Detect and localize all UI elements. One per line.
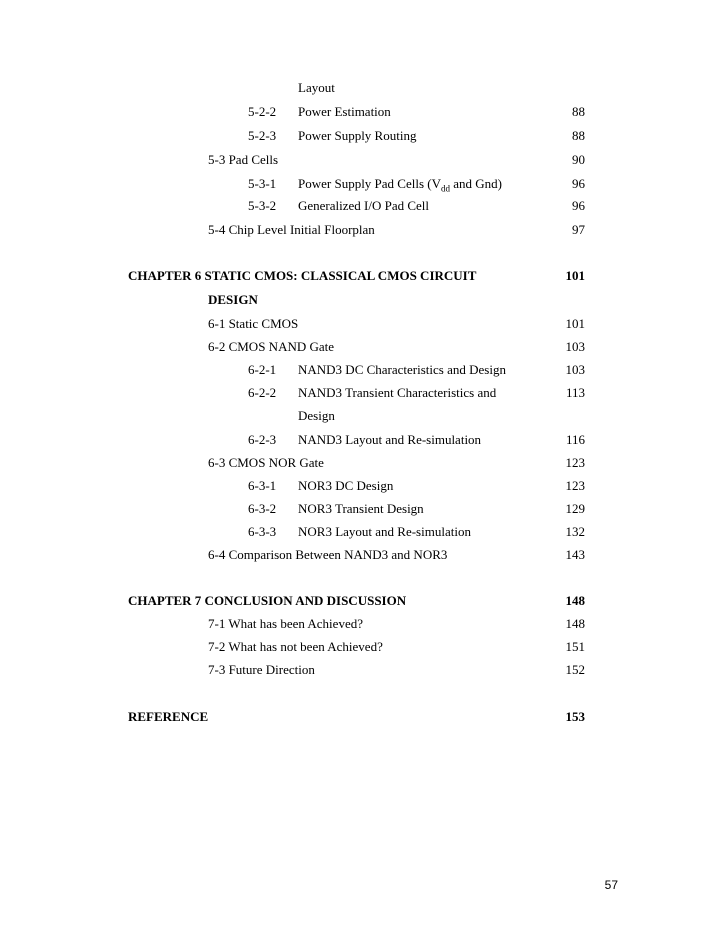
- toc-entry-text: NOR3 Layout and Re-simulation: [298, 524, 471, 539]
- toc-page-number: 97: [572, 222, 585, 237]
- toc-page-number: 152: [565, 662, 585, 677]
- toc-page-number: 132: [565, 524, 585, 539]
- toc-entry-text: NAND3 DC Characteristics and Design: [298, 362, 506, 377]
- toc-entry-text: 7-2 What has not been Achieved?: [208, 639, 383, 654]
- toc-section-number: 6-2-1: [248, 362, 277, 377]
- toc-entry-text: Generalized I/O Pad Cell: [298, 198, 430, 213]
- toc-page-number: 96: [572, 198, 585, 213]
- toc-section-number: 5-3-2: [248, 198, 277, 213]
- toc-page-number: 90: [572, 152, 585, 167]
- toc-section-number: 5-3-1: [248, 176, 277, 191]
- toc-chapter-title: CHAPTER 7 CONCLUSION AND DISCUSSION: [128, 593, 407, 608]
- toc-entry-text: Power Estimation: [298, 104, 391, 119]
- toc-section-number: 6-3-2: [248, 501, 277, 516]
- toc-entry-text: 5-4 Chip Level Initial Floorplan: [208, 222, 375, 237]
- toc-page-number: 101: [565, 316, 585, 331]
- toc-entry-text: Power Supply Routing: [298, 128, 417, 143]
- toc-entry-text: NAND3 Layout and Re-simulation: [298, 432, 482, 447]
- toc-page-number: 148: [565, 616, 585, 631]
- toc-entry-text-cont: Design: [298, 408, 335, 423]
- toc-page-number: 96: [572, 176, 585, 191]
- toc-page-number: 103: [565, 339, 585, 354]
- toc-entry-text: 7-1 What has been Achieved?: [208, 616, 363, 631]
- toc-page-number: 101: [565, 268, 585, 283]
- toc-section-number: 6-3-1: [248, 478, 277, 493]
- toc-entry-text: NOR3 DC Design: [298, 478, 394, 493]
- toc-entry-text: 6-4 Comparison Between NAND3 and NOR3: [208, 547, 448, 562]
- toc-entry-text: 6-2 CMOS NAND Gate: [208, 339, 335, 354]
- toc-entry-text: 6-3 CMOS NOR Gate: [208, 455, 324, 470]
- toc-page-number: 88: [572, 128, 585, 143]
- toc-section-number: 6-2-2: [248, 385, 277, 400]
- toc-page-number: 148: [565, 593, 585, 608]
- page-number: 57: [604, 878, 618, 892]
- toc-chapter-title: CHAPTER 6 STATIC CMOS: CLASSICAL CMOS CIRCUIT: [128, 268, 477, 283]
- toc-entry-text-part: and Gnd): [450, 176, 502, 191]
- toc-page-number: 103: [565, 362, 585, 377]
- toc-page-number: 123: [565, 478, 585, 493]
- toc-entry-text: 7-3 Future Direction: [208, 662, 315, 677]
- toc-page-number: 153: [565, 709, 585, 724]
- toc-page-number: 88: [572, 104, 585, 119]
- toc-entry-text-part: Power Supply Pad Cells (V: [298, 176, 441, 191]
- toc-section-number: 6-2-3: [248, 432, 277, 447]
- toc-page-number: 113: [565, 385, 585, 400]
- toc-section-number: 6-3-3: [248, 524, 277, 539]
- toc-page-number: 151: [565, 639, 585, 654]
- toc-page-number: 129: [565, 501, 585, 516]
- toc-entry-text: NOR3 Transient Design: [298, 501, 424, 516]
- toc-entry-text: Layout: [298, 80, 335, 95]
- toc-reference-title: REFERENCE: [128, 709, 209, 724]
- toc-section-number: 5-2-2: [248, 104, 277, 119]
- toc-entry-text: 5-3 Pad Cells: [208, 152, 279, 167]
- toc-entry-text: [298, 176, 502, 197]
- toc-entry-text: NAND3 Transient Characteristics and: [298, 385, 497, 400]
- subscript: dd: [441, 183, 450, 194]
- toc-section-number: 5-2-3: [248, 128, 277, 143]
- toc-page-number: 123: [565, 455, 585, 470]
- toc-page-number: 143: [565, 547, 585, 562]
- toc-chapter-title-cont: DESIGN: [208, 292, 258, 307]
- toc-entry-text: 6-1 Static CMOS: [208, 316, 299, 331]
- toc-page-number: 116: [565, 432, 585, 447]
